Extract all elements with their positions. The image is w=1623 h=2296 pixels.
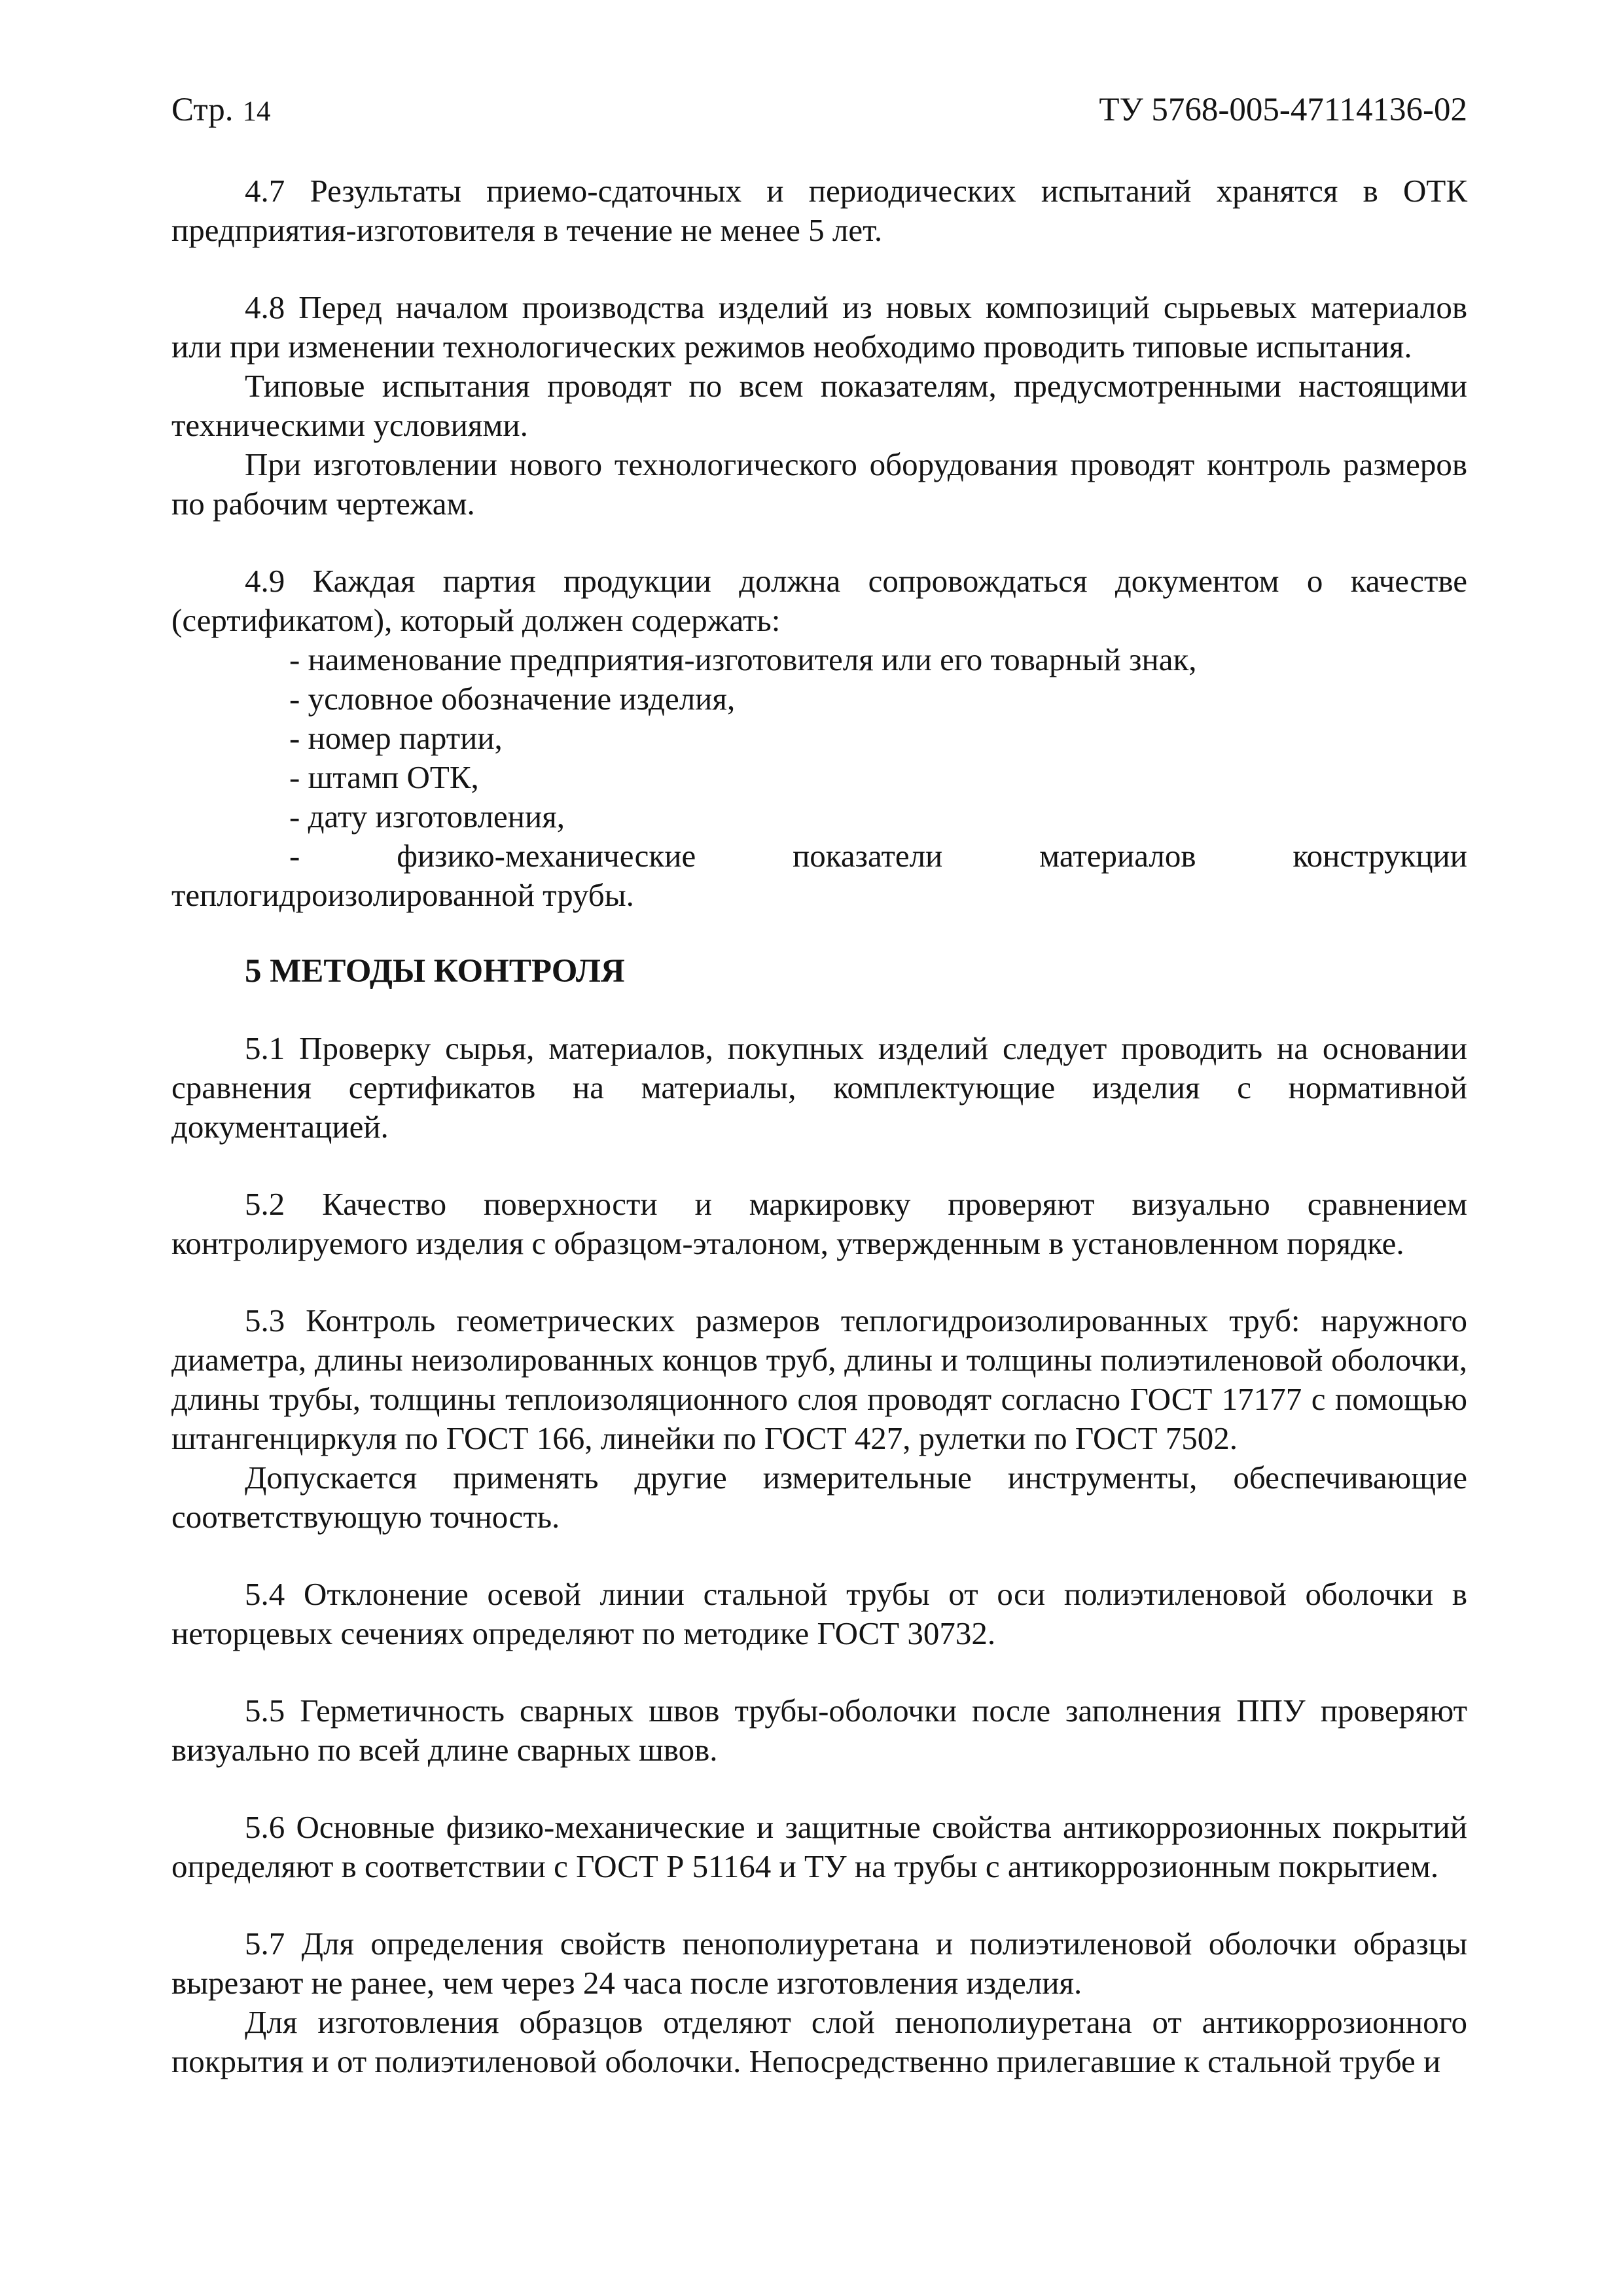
paragraph-4-8: 4.8 Перед началом производства изделий из новых композиций сырьевых материалов или при изменении технологических режимов необходимо проводить типовые испытания.	[171, 289, 1467, 365]
list-item: - условное обозначение изделия,	[289, 681, 736, 717]
paragraph-4-7: 4.7 Результаты приемо-сдаточных и периодических испытаний хранятся в ОТК предприятия-изготовителя в течение не менее 5 лет.	[171, 173, 1467, 248]
paragraph-5-7: 5.7 Для определения свойств пенополиуретана и полиэтиленовой оболочки образцы вырезают не ранее, чем через 24 часа после изготовления изделия.	[171, 1926, 1467, 2001]
list-item: - дату изготовления,	[289, 798, 565, 834]
list-item: - физико-механические показатели материалов конструкции теплогидроизолированной трубы.	[171, 838, 1467, 913]
list-item: - наименование предприятия-изготовителя или его товарный знак,	[289, 641, 1197, 677]
paragraph-5-1: 5.1 Проверку сырья, материалов, покупных изделий следует проводить на основании сравнения сертификатов на материалы, комплектующие изделия с нормативной документацией.	[171, 1030, 1467, 1145]
page-number: 14	[242, 96, 271, 127]
paragraph-5-3-other-instruments: Допускается применять другие измерительные инструменты, обеспечивающие соответствующую точность.	[171, 1460, 1467, 1535]
list-item: - номер партии,	[289, 720, 503, 756]
page-label: Стр.	[171, 92, 234, 128]
paragraph-5-5: 5.5 Герметичность сварных швов трубы-оболочки после заполнения ППУ проверяют визуально по всей длине сварных швов.	[171, 1693, 1467, 1768]
paragraph-4-9: 4.9 Каждая партия продукции должна сопровождаться документом о качестве (сертификатом), который должен содержать:	[171, 563, 1467, 638]
certificate-contents-list	[171, 640, 1467, 915]
document-body	[171, 171, 1467, 2081]
paragraph-5-3: 5.3 Контроль геометрических размеров теплогидроизолированных труб: наружного диаметра, длины неизолированных концов труб, длины и толщины полиэтиленовой оболочки, длины трубы, толщины теплоизоляционного слоя проводят согласно ГОСТ 17177 с помощью штангенциркуля по ГОСТ 166, линейки по ГОСТ 427, рулетки по ГОСТ 7502.	[171, 1302, 1467, 1456]
paragraph-4-8-new-equipment: При изготовлении нового технологического оборудования проводят контроль размеров по рабочим чертежам.	[171, 446, 1467, 522]
page-header	[171, 90, 1467, 136]
paragraph-4-8-typical-tests: Типовые испытания проводят по всем показателям, предусмотренными настоящими техническими условиями.	[171, 368, 1467, 443]
paragraph-5-6: 5.6 Основные физико-механические и защитные свойства антикоррозионных покрытий определяют в соответствии с ГОСТ Р 51164 и ТУ на трубы с антикоррозионным покрытием.	[171, 1809, 1467, 1884]
paragraph-5-4: 5.4 Отклонение осевой линии стальной трубы от оси полиэтиленовой оболочки в неторцевых сечениях определяют по методике ГОСТ 30732.	[171, 1576, 1467, 1651]
document-code: ТУ 5768-005-47114136-02	[1099, 92, 1467, 128]
paragraph-5-7-samples: Для изготовления образцов отделяют слой пенополиуретана от антикоррозионного покрытия и от полиэтиленовой оболочки. Непосредственно прилегавшие к стальной трубе и	[171, 2004, 1467, 2079]
section-heading: 5 МЕТОДЫ КОНТРОЛЯ	[245, 953, 625, 990]
list-item: - штамп ОТК,	[289, 759, 479, 795]
paragraph-5-2: 5.2 Качество поверхности и маркировку проверяют визуально сравнением контролируемого изделия с образцом-эталоном, утвержденным в установленном порядке.	[171, 1186, 1467, 1261]
page-number-label	[171, 90, 271, 132]
